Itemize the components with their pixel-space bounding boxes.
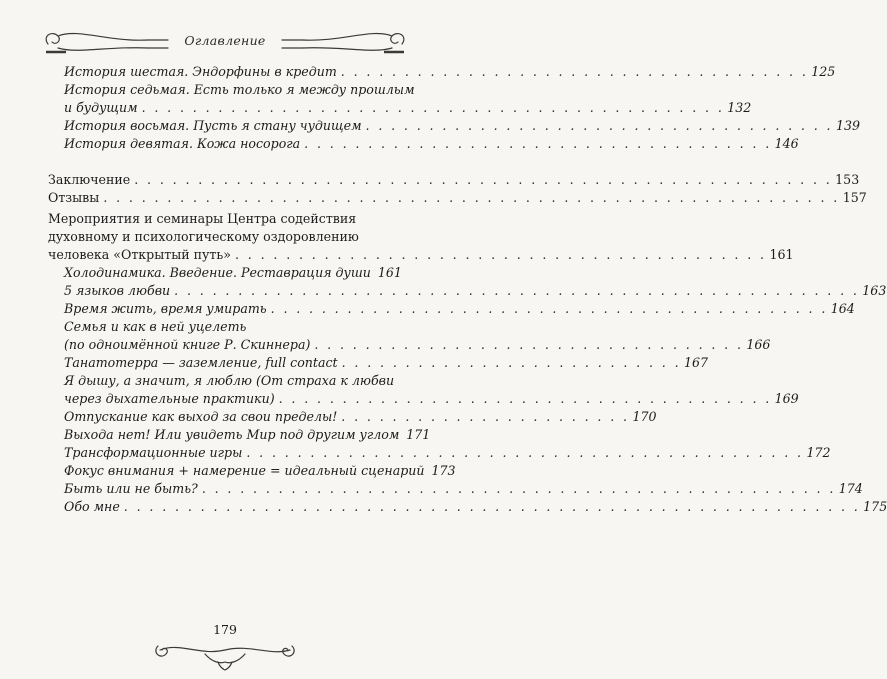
toc-entry-title: Фокус внимания + намерение = идеальный сценарий <box>64 463 425 478</box>
leader-dots: . . . . . . . . . . . . . . . . . . . . . . . . . . . . . . . . . . . . . . . . . . . . . . . . . . . . . . <box>174 283 860 298</box>
toc-entry-title: Заключение <box>48 172 131 187</box>
page-footer <box>150 616 300 672</box>
header-title: Оглавление <box>184 33 266 48</box>
toc-entry-page: 125 <box>811 64 836 79</box>
toc-entry-title: Отзывы <box>48 190 100 205</box>
leader-dots: . . . . . . . . . . . . . . . . . . . . . . . . . . . . . . . . . . . . . <box>365 118 833 133</box>
toc-entry-page: 175 <box>863 499 887 514</box>
toc-entry-title: Быть или не быть? <box>64 481 198 496</box>
toc-entry <box>48 188 867 208</box>
toc-entry <box>64 425 431 445</box>
toc-entry-page: 172 <box>806 445 831 460</box>
toc-entry-page: 170 <box>632 409 657 424</box>
toc-entry <box>64 62 836 82</box>
toc-entry <box>64 479 863 499</box>
toc-entry <box>48 245 794 265</box>
toc-entry-title: Отпускание как выход за свои пределы! <box>64 409 338 424</box>
toc-entry-title-line1: Я дышу, а значит, я люблю (От страха к любви <box>64 373 395 388</box>
toc-entry <box>64 497 887 517</box>
toc-entry-title: 5 языков любви <box>64 283 171 298</box>
leader-dots: . . . . . . . . . . . . . . . . . . . . . . . . . . . . . . . . . . . . . . . . . . . . . . <box>141 100 725 115</box>
toc-entry <box>64 263 401 283</box>
toc-entry-page: 163 <box>862 283 887 298</box>
leader-dots: . . . . . . . . . . . . . . . . . . . . . . . . . . . . . . . . . . . . . <box>340 64 809 79</box>
toc-entry <box>64 98 752 118</box>
toc-entry-title-line1: История седьмая. Есть только я между прошлым <box>64 82 415 97</box>
leader-dots: . . . . . . . . . . . . . . . . . . . . . . . . . . . <box>341 355 681 370</box>
toc-entry <box>64 116 860 136</box>
toc-entry <box>48 170 860 190</box>
toc-entry-page: 161 <box>377 265 402 280</box>
toc-entry-page: 146 <box>774 136 799 151</box>
toc-entry <box>64 335 771 355</box>
toc-entry-title: Обо мне <box>64 499 120 514</box>
toc-entry-title: и будущим <box>64 100 138 115</box>
toc-entry-page: 153 <box>835 172 860 187</box>
toc-entry-title: История восьмая. Пусть я стану чудищем <box>64 118 362 133</box>
toc-entry-title-line1: Мероприятия и семинары Центра содействия <box>48 211 357 226</box>
leader-dots: . . . . . . . . . . . . . . . . . . . . . . . . . . . . . . . . . . . . . <box>304 136 772 151</box>
toc-entry-title-line1: Семья и как в ней уцелеть <box>64 319 247 334</box>
toc-entry-title: Холодинамика. Введение. Реставрация души <box>64 265 371 280</box>
toc-entry <box>64 281 887 301</box>
leader-dots: . . . . . . . . . . . . . . . . . . . . . . . . . . . . . . . . . . . . . . . . . . <box>234 247 767 262</box>
toc-entry-page: 164 <box>830 301 855 316</box>
leader-dots: . . . . . . . . . . . . . . . . . . . . . . . . . . . . . . . . . . . . . . . . . . . . . . . . . . . . . . . <box>134 172 833 187</box>
toc-entry-page: 167 <box>683 355 709 370</box>
toc-entry-page: 171 <box>406 427 431 442</box>
toc-entry <box>64 461 456 481</box>
toc-entry-title: человека «Открытый путь» <box>48 247 231 262</box>
leader-dots: . . . . . . . . . . . . . . . . . . . . . . . . . . . . . . . . . . . . . . . . . . . . . . . . . . . . . . . . . . <box>123 499 861 514</box>
toc-entry-page: 169 <box>774 391 799 406</box>
toc-entry <box>64 443 831 463</box>
toc-entry-title: Танатотерра — заземление, full contact <box>64 355 338 370</box>
page-number: 179 <box>213 622 237 637</box>
leader-dots: . . . . . . . . . . . . . . . . . . . . . . . <box>341 409 630 424</box>
toc-entry-page: 166 <box>746 337 771 352</box>
toc-entry-page: 139 <box>835 118 860 133</box>
chapter-header <box>38 24 412 60</box>
toc-entry <box>64 353 709 373</box>
toc-entry-title: (по одноимённой книге Р. Скиннера) <box>64 337 311 352</box>
leader-dots: . . . . . . . . . . . . . . . . . . . . . . . . . . . . . . . . . . . . . . . . . . . . <box>270 301 828 316</box>
toc-entry <box>64 407 657 427</box>
toc-entry-page: 174 <box>838 481 863 496</box>
toc-entry-title: История девятая. Кожа носорога <box>64 136 301 151</box>
toc-entry <box>64 389 799 409</box>
toc-entry-page: 132 <box>727 100 752 115</box>
leader-dots: . . . . . . . . . . . . . . . . . . . . . . . . . . . . . . . . . . . . . . . . . . . . . . . . . . . . . . . . . . <box>103 190 840 205</box>
leader-dots: . . . . . . . . . . . . . . . . . . . . . . . . . . . . . . . . . . <box>314 337 744 352</box>
toc-entry-page: 161 <box>769 247 794 262</box>
toc-entry <box>64 299 855 319</box>
leader-dots: . . . . . . . . . . . . . . . . . . . . . . . . . . . . . . . . . . . . . . . . . . . . <box>246 445 804 460</box>
leader-dots: . . . . . . . . . . . . . . . . . . . . . . . . . . . . . . . . . . . . . . . . . . . . . . . . . . <box>201 481 836 496</box>
toc-entry-title: через дыхательные практики) <box>64 391 275 406</box>
toc-entry <box>64 134 799 154</box>
toc-entry-title: Выхода нет! Или увидеть Мир под другим углом <box>64 427 400 442</box>
toc-entry-title: Трансформационные игры <box>64 445 243 460</box>
toc-entry-page: 157 <box>842 190 867 205</box>
toc-entry-title: История шестая. Эндорфины в кредит <box>64 64 337 79</box>
toc-entry-title: Время жить, время умирать <box>64 301 267 316</box>
toc-entry-title-line2: духовному и психологическому оздоровлению <box>48 229 359 244</box>
leader-dots: . . . . . . . . . . . . . . . . . . . . . . . . . . . . . . . . . . . . . . . <box>278 391 772 406</box>
toc-entry-page: 173 <box>431 463 456 478</box>
